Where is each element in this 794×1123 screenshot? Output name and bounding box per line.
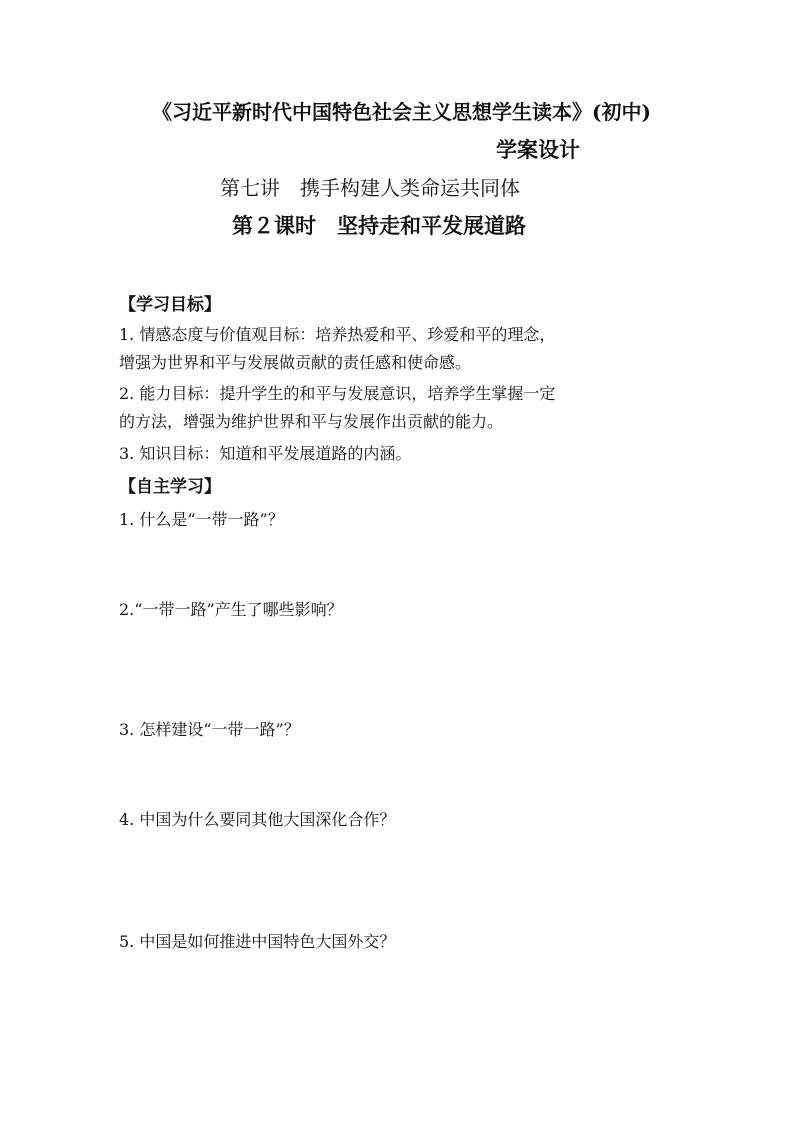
objective-2-line-1: 2. 能力目标：提升学生的和平与发展意识，培养学生掌握一定 [119, 384, 556, 403]
objectives-heading: 【学习目标】 [119, 295, 221, 315]
design-label: 学案设计 [496, 137, 580, 162]
objective-1-line-2: 增强为世界和平与发展做贡献的责任感和使命感。 [119, 353, 472, 372]
question-1: 1. 什么是“一带一路”？ [119, 510, 284, 529]
question-5: 5. 中国是如何推进中国特色大国外交？ [119, 932, 396, 951]
lesson-title: 第２课时 坚持走和平发展道路 [232, 213, 526, 238]
objective-3: 3. 知识目标：知道和平发展道路的内涵。 [119, 444, 412, 463]
book-title: 《习近平新时代中国特色社会主义思想学生读本》(初中) [152, 100, 651, 124]
question-3: 3. 怎样建设“一带一路”？ [119, 720, 300, 739]
question-4: 4. 中国为什么要同其他大国深化合作？ [119, 810, 396, 829]
objective-2-line-2: 的方法，增强为维护世界和平与发展作出贡献的能力。 [119, 412, 504, 431]
question-2: 2.“一带一路”产生了哪些影响？ [119, 600, 343, 619]
self-study-heading: 【自主学习】 [119, 477, 221, 497]
lecture-title: 第七讲 携手构建人类命运共同体 [220, 176, 520, 200]
objective-1-line-1: 1. 情感态度与价值观目标：培养热爱和平、珍爱和平的理念， [119, 325, 556, 344]
